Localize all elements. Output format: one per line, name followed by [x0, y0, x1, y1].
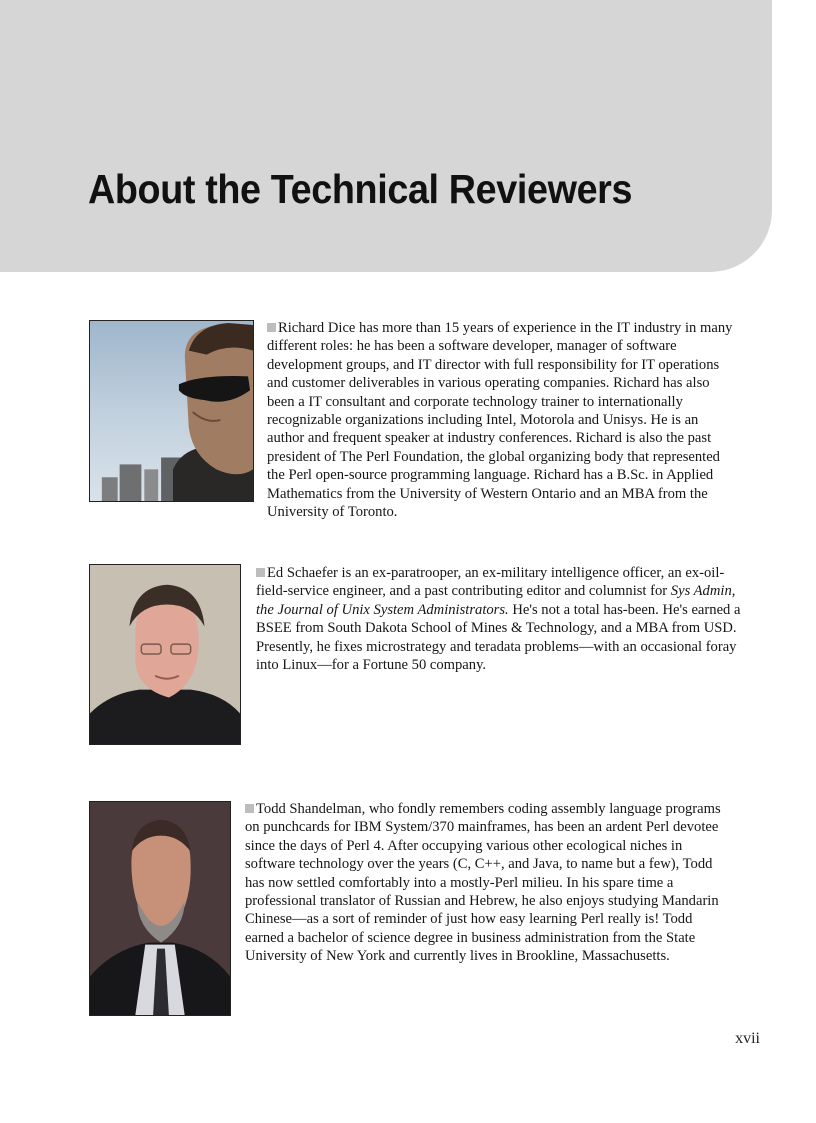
reviewer-bio-richard-dice: Richard Dice has more than 15 years of experience in the IT industry in many different roles: he has been a software developer, manager of software development groups, and IT director with full responsibility for IT operations and customer deliverables in various operating companies. Richard has also been a IT consultant and corporate technology trainer to internationally recognizable organizations including Intel, Motorola and Unisys. He is an author and frequent speaker at industry conferences. Richard is also the past president of The Perl Foundation, the global organizing body that represented the Perl open-source programming language. Richard has a B.Sc. in Applied Mathematics from the University of Western Ontario and an MBA from the University of Toronto.: [267, 320, 733, 521]
reviewer-bio-todd-shandelman: Todd Shandelman, who fondly remembers coding assembly language programs on punchcards for IBM System/370 mainframes, has been an ardent Perl devotee since the days of Perl 4. After occupying various other ecological niches in software technology over the years (C, C++, and Java, to name but a few), Todd has now settled comfortably into a mostly-Perl milieu. In his spare time a professional translator of Russian and Hebrew, he also enjoys studying Mandarin Chinese—as a sort of reminder of just how easy learning Perl really is! Todd earned a bachelor of science degree in business administration from the State University of New York and currently lives in Brookline, Massachusetts.: [245, 801, 721, 965]
publication-title: Sys Admin, the Journal of Unix System Administrators.: [256, 583, 736, 618]
reviewer-photo-todd-shandelman: [89, 801, 231, 1016]
page-title: About the Technical Reviewers: [88, 166, 633, 212]
header-band: [0, 0, 772, 272]
reviewer-bio-ed-schaefer: Ed Schaefer is an ex-paratrooper, an ex-military intelligence officer, an ex-oil-field-service engineer, and a past contributing editor and columnist for Sys Admin, the Journal of Unix System Administrators. He's not a total has-been. He's earned a BSEE from South Dakota School of Mines & Technology, and a MBA from USD. Presently, he fixes microstrategy and teradata problems—with an occasional foray into Linux—for a Fortune 50 company.: [256, 565, 741, 674]
photo-illustration: [90, 565, 240, 744]
paragraph-marker-icon: [256, 568, 265, 577]
paragraph-marker-icon: [245, 804, 254, 813]
paragraph-marker-icon: [267, 323, 276, 332]
page-number: xvii: [735, 1030, 760, 1047]
photo-illustration: [90, 802, 230, 1015]
reviewer-photo-richard-dice: [89, 320, 254, 502]
reviewer-photo-ed-schaefer: [89, 564, 241, 745]
photo-illustration: [90, 321, 253, 501]
